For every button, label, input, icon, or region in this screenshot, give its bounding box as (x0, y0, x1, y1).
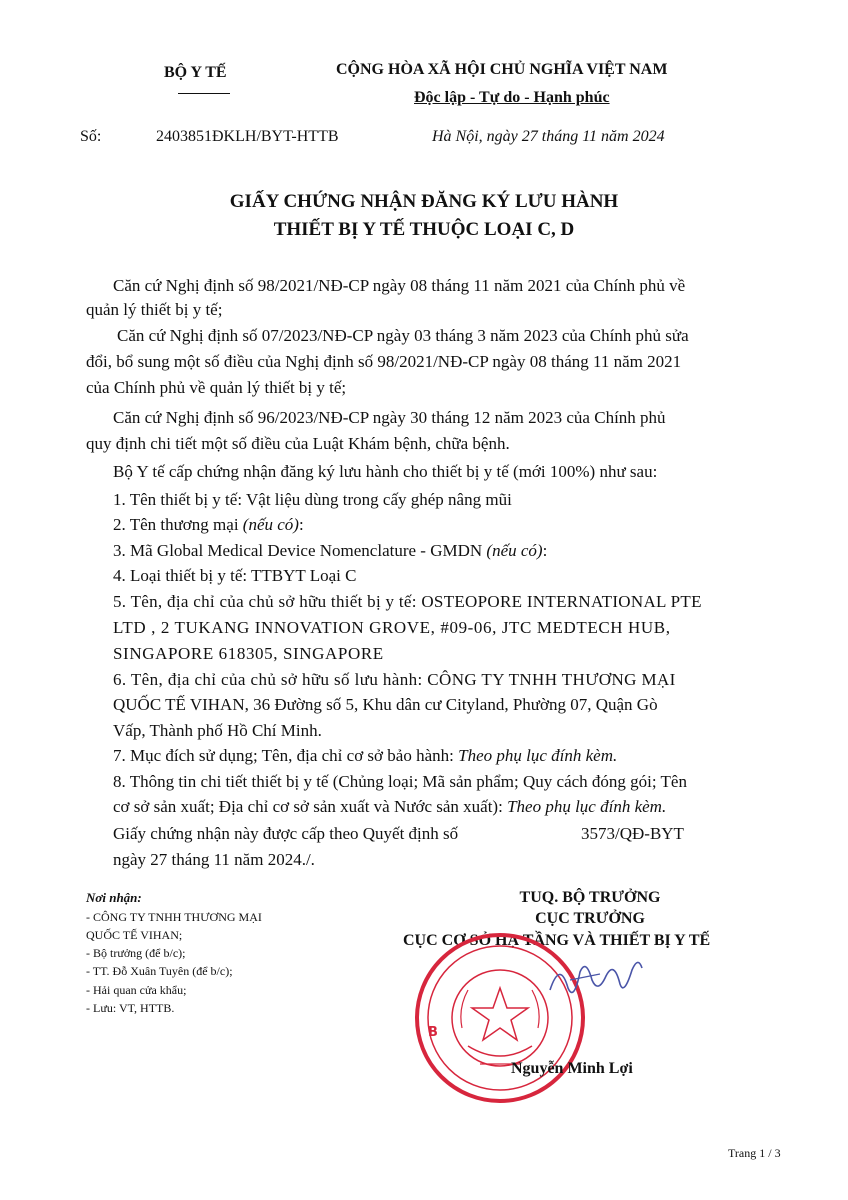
item-8-label: cơ sở sản xuất; Địa chỉ cơ sở sản xuất và Nước sản xuất): (113, 797, 508, 816)
recipient-1-line1: - CÔNG TY TNHH THƯƠNG MẠI (86, 910, 262, 924)
item-5-line2: LTD , 2 TUKANG INNOVATION GROVE, #09-06, JTC MEDTECH HUB, (113, 618, 671, 637)
item-6-line2: QUỐC TẾ VIHAN, 36 Đường số 5, Khu dân cư Cityland, Phường 07, Quận Gò (113, 695, 658, 714)
item-5-owner: OSTEOPORE INTERNATIONAL PTE (421, 592, 702, 611)
doc-number-label: Số: (80, 128, 102, 145)
basis-2-line3: của Chính phủ về quản lý thiết bị y tế; (86, 378, 347, 397)
item-5-line1 (113, 592, 702, 612)
item-2-note: (nếu có) (242, 515, 299, 534)
basis-2-line2: đổi, bổ sung một số điều của Nghị định số 98/2021/NĐ-CP ngày 08 tháng 11 năm 2021 (86, 352, 682, 371)
doc-title-line1: GIẤY CHỨNG NHẬN ĐĂNG KÝ LƯU HÀNH (229, 191, 619, 212)
doc-number: 2403851ĐKLH/BYT-HTTB (156, 128, 339, 145)
recipient-5: - Lưu: VT, HTTB. (86, 1001, 175, 1015)
item-6-holder: CÔNG TY TNHH THƯƠNG MẠI (427, 670, 676, 689)
basis-3-line1: Căn cứ Nghị định số 96/2023/NĐ-CP ngày 30 tháng 12 năm 2023 của Chính phủ (113, 408, 666, 427)
nation-title: CỘNG HÒA XÃ HỘI CHỦ NGHĨA VIỆT NAM (336, 61, 668, 78)
item-7-value: Theo phụ lục đính kèm. (458, 746, 618, 765)
signer-name: Nguyễn Minh Lợi (511, 1060, 633, 1077)
item-5-line3: SINGAPORE 618305, SINGAPORE (113, 644, 384, 663)
item-8-value: Theo phụ lục đính kèm. (507, 797, 667, 816)
ministry-underline (178, 93, 230, 94)
item-6-line3: Vấp, Thành phố Hồ Chí Minh. (113, 721, 322, 740)
signature-line2: CỤC TRƯỞNG (535, 910, 645, 927)
basis-2-line1: Căn cứ Nghị định số 07/2023/NĐ-CP ngày 03 tháng 3 năm 2023 của Chính phủ sửa (117, 326, 689, 345)
recipients-heading: Nơi nhận: (86, 890, 142, 905)
recipient-1-line2: QUỐC TẾ VIHAN; (86, 928, 183, 942)
basis-1-line1: Căn cứ Nghị định số 98/2021/NĐ-CP ngày 08 tháng 11 năm 2021 của Chính phủ về (113, 276, 686, 295)
place-date: Hà Nội, ngày 27 tháng 11 năm 2024 (432, 128, 665, 145)
decision-date: ngày 27 tháng 11 năm 2024./. (113, 850, 315, 869)
item-6-label: 6. Tên, địa chỉ của chủ sở hữu số lưu hành: (113, 670, 428, 689)
item-2 (113, 515, 304, 535)
ministry-name: BỘ Y TẾ (164, 64, 227, 81)
decision-number: 3573/QĐ-BYT (581, 824, 684, 843)
item-8-line2 (113, 797, 666, 817)
item-6-line1 (113, 670, 676, 690)
decision-text: Giấy chứng nhận này được cấp theo Quyết định số (113, 824, 459, 843)
item-3-note: (nếu có) (486, 541, 543, 560)
item-7-label: 7. Mục đích sử dụng; Tên, địa chỉ cơ sở bảo hành: (113, 746, 459, 765)
handwritten-signature (540, 950, 650, 1010)
recipient-2: - Bộ trưởng (để b/c); (86, 946, 186, 960)
item-4 (113, 566, 356, 586)
nation-motto: Độc lập - Tự do - Hạnh phúc (414, 89, 610, 106)
grant-statement: Bộ Y tế cấp chứng nhận đăng ký lưu hành cho thiết bị y tế (mới 100%) như sau: (113, 462, 658, 481)
item-5-label: 5. Tên, địa chỉ của chủ sở hữu thiết bị y tế: (113, 592, 422, 611)
item-2-colon: : (298, 515, 304, 534)
item-4-label: 4. Loại thiết bị y tế: (113, 566, 252, 585)
item-7 (113, 746, 617, 766)
signature-line3: CỤC CƠ SỞ HẠ TẦNG VÀ THIẾT BỊ Y TẾ (403, 932, 711, 949)
item-4-value: TTBYT Loại C (251, 566, 357, 585)
basis-1-line2: quản lý thiết bị y tế; (86, 300, 223, 319)
basis-3-line2: quy định chi tiết một số điều của Luật Khám bệnh, chữa bệnh. (86, 434, 510, 453)
seal-letter: B (428, 1025, 438, 1040)
item-8-line1: 8. Thông tin chi tiết thiết bị y tế (Chủng loại; Mã sản phẩm; Quy cách đóng gói; Tên (113, 772, 687, 791)
item-1 (113, 490, 512, 510)
item-3 (113, 541, 547, 561)
item-1-label: 1. Tên thiết bị y tế: (113, 490, 246, 509)
recipient-4: - Hải quan cửa khẩu; (86, 983, 187, 997)
item-3-colon: : (542, 541, 548, 560)
page-number: Trang 1 / 3 (728, 1146, 781, 1160)
signature-line1: TUQ. BỘ TRƯỞNG (519, 889, 661, 906)
item-1-value: Vật liệu dùng trong cấy ghép nâng mũi (246, 490, 512, 509)
item-2-label: 2. Tên thương mại (113, 515, 243, 534)
doc-title-line2: THIẾT BỊ Y TẾ THUỘC LOẠI C, D (273, 219, 575, 240)
item-3-label: 3. Mã Global Medical Device Nomenclature - GMDN (113, 541, 487, 560)
recipient-3: - TT. Đỗ Xuân Tuyên (để b/c); (86, 964, 233, 978)
